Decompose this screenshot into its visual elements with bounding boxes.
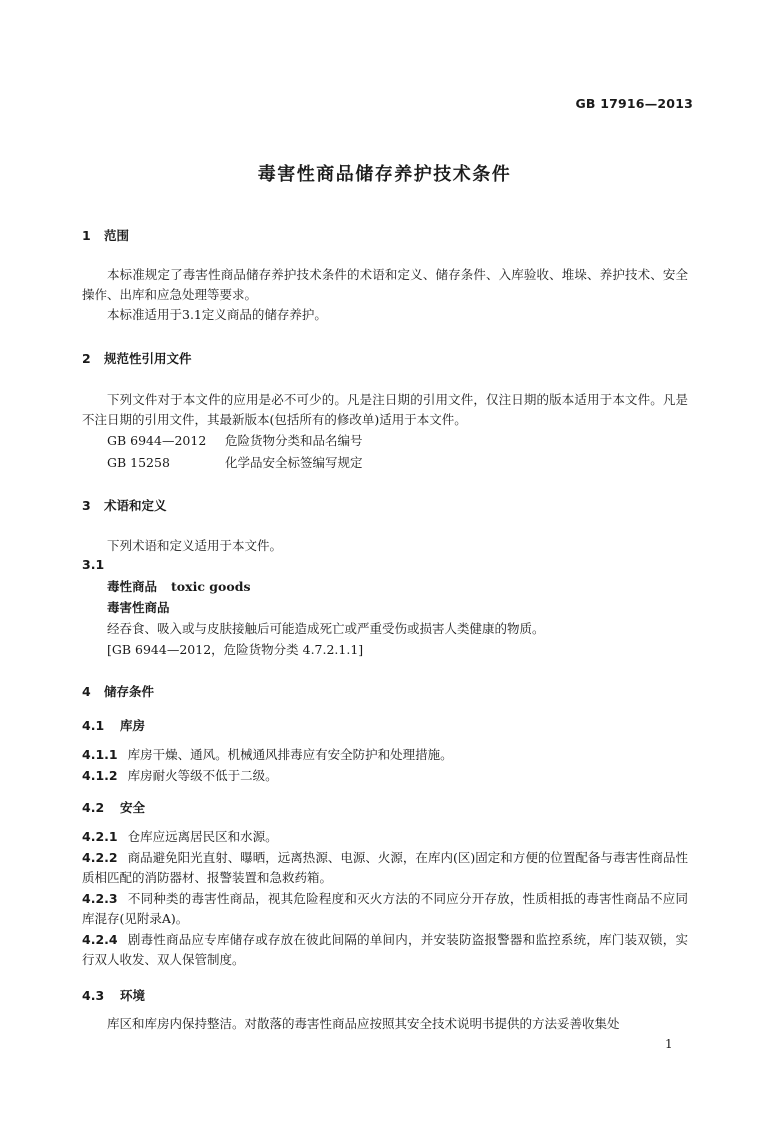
section-title: 规范性引用文件 <box>104 351 192 366</box>
section-2-paragraph-1: 下列文件对于本文件的应用是必不可少的。凡是注日期的引用文件，仅注日期的版本适用于本文件。凡是不注日期的引用文件，其最新版本(包括所有的修改单)适用于本文件。 <box>82 392 688 427</box>
section-number: 1 <box>82 228 91 243</box>
clause-4-1-2 <box>82 766 688 786</box>
clause-4-2-2 <box>82 848 688 888</box>
clause-4-1-1 <box>82 745 688 765</box>
subsection-number: 4.1 <box>82 718 105 733</box>
clause-text: 库房干燥、通风。机械通风排毒应有安全防护和处理措施。 <box>127 747 453 762</box>
subsection-4-2-heading <box>82 798 145 816</box>
clause-text: 剧毒性商品应专库储存或存放在彼此间隔的单间内，并安装防盗报警器和监控系统，库门装双锁，实行双人收发、双人保管制度。 <box>82 932 688 967</box>
subsection-title: 库房 <box>120 718 146 733</box>
subsection-number: 4.2 <box>82 800 105 815</box>
section-4-heading <box>82 682 154 700</box>
section-number: 4 <box>82 684 91 699</box>
page-number: 1 <box>665 1037 673 1051</box>
clause-number: 4.1.1 <box>82 747 118 762</box>
subsection-4-1-heading <box>82 716 145 734</box>
clause-number: 4.1.2 <box>82 768 118 783</box>
clause-4-2-3 <box>82 889 688 929</box>
reference-code: GB 6944—2012 <box>107 433 207 448</box>
term-alternative: 毒害性商品 <box>107 600 170 615</box>
term-number: 3.1 <box>82 557 105 572</box>
term-entry <box>107 577 250 595</box>
clause-number: 4.2.4 <box>82 932 118 947</box>
clause-4-2-4 <box>82 930 688 970</box>
clause-text: 库房耐火等级不低于二级。 <box>127 768 278 783</box>
subsection-4-3-paragraph-1: 库区和库房内保持整洁。对散落的毒害性商品应按照其安全技术说明书提供的方法妥善收集处 <box>107 1016 620 1031</box>
clause-number: 4.2.2 <box>82 850 118 865</box>
subsection-title: 安全 <box>120 800 146 815</box>
subsection-number: 4.3 <box>82 988 105 1003</box>
section-1-paragraph-1: 本标准规定了毒害性商品储存养护技术条件的术语和定义、储存条件、入库验收、堆垛、养护技术、安全操作、出库和应急处理等要求。 <box>82 267 688 302</box>
normative-reference <box>107 453 363 471</box>
clause-number: 4.2.3 <box>82 891 118 906</box>
section-title: 范围 <box>104 228 130 243</box>
document-title: 毒害性商品储存养护技术条件 <box>257 164 512 185</box>
section-2-heading <box>82 349 192 367</box>
normative-reference <box>107 431 363 449</box>
reference-code: GB 15258 <box>107 455 170 470</box>
clause-text: 仓库应远离居民区和水源。 <box>127 829 278 844</box>
clause-text: 不同种类的毒害性商品，视其危险程度和灭火方法的不同应分开存放，性质相抵的毒害性商品不应同库混存(见附录A)。 <box>82 891 688 926</box>
section-1-heading <box>82 226 129 244</box>
term-chinese: 毒性商品 <box>107 579 158 594</box>
term-definition: 经吞食、吸入或与皮肤接触后可能造成死亡或严重受伤或损害人类健康的物质。 <box>107 621 545 636</box>
clause-4-2-1 <box>82 827 688 847</box>
section-3-paragraph-1: 下列术语和定义适用于本文件。 <box>107 538 283 553</box>
reference-title: 危险货物分类和品名编号 <box>225 433 363 448</box>
section-title: 储存条件 <box>104 684 155 699</box>
subsection-title: 环境 <box>120 988 146 1003</box>
section-number: 2 <box>82 351 91 366</box>
section-3-heading <box>82 496 167 514</box>
subsection-4-3-heading <box>82 986 145 1004</box>
reference-title: 化学品安全标签编写规定 <box>225 455 363 470</box>
clause-text: 商品避免阳光直射、曝晒，远离热源、电源、火源，在库内(区)固定和方便的位置配备与毒害性商品性质相匹配的消防器材、报警装置和急救药箱。 <box>82 850 688 885</box>
section-title: 术语和定义 <box>104 498 167 513</box>
section-1-paragraph-2: 本标准适用于3.1定义商品的储存养护。 <box>107 307 327 322</box>
term-english: toxic goods <box>171 579 251 594</box>
section-number: 3 <box>82 498 91 513</box>
term-source: [GB 6944—2012，危险货物分类 4.7.2.1.1] <box>107 642 364 657</box>
clause-number: 4.2.1 <box>82 829 118 844</box>
standard-code: GB 17916—2013 <box>575 96 693 111</box>
